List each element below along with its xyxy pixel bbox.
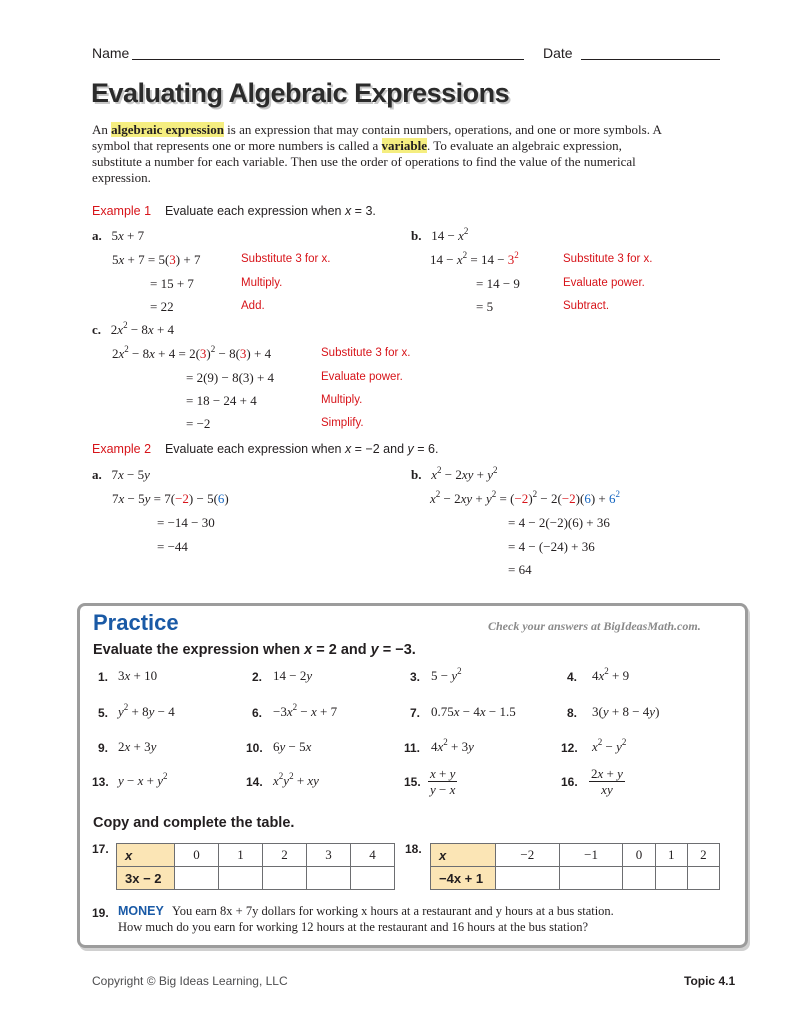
example1c-step2: = 2(9) − 8(3) + 4 bbox=[186, 370, 275, 385]
example1c-problem: c. $2x^2 - 8x + 4$ bbox=[92, 320, 175, 337]
table-row bbox=[431, 867, 720, 890]
table-heading: Copy and complete the table. bbox=[93, 815, 295, 831]
problem-number: 8. bbox=[567, 706, 578, 720]
money-keyword: MONEY bbox=[118, 904, 164, 918]
problem-number: 17. bbox=[92, 842, 109, 856]
example2a-step3: = −44 bbox=[157, 539, 188, 554]
problem-number: 1. bbox=[98, 670, 109, 684]
table-row bbox=[117, 867, 395, 890]
term-variable: variable bbox=[381, 138, 428, 153]
table-cell: −1 bbox=[559, 844, 623, 867]
example1c-step1: $2x^2 - 8x + 4 = 2(3)^2 - 8(3) + 4$ bbox=[112, 344, 272, 361]
example1c-step3: = 18 − 24 + 4 bbox=[186, 393, 257, 408]
problem-number: 11. bbox=[404, 741, 421, 755]
example1b-note3: Subtract. bbox=[563, 300, 610, 312]
table-row bbox=[117, 844, 395, 867]
problem-number: 12. bbox=[561, 741, 578, 755]
problem-15: $\frac{x + y}{y - x}$ bbox=[430, 766, 456, 797]
example1a-step3: = 22 bbox=[150, 299, 174, 314]
problem-3: $5 - y^2$ bbox=[431, 666, 462, 683]
example1a-note2: Multiply. bbox=[241, 277, 283, 289]
problem-19-line2: How much do you earn for working 12 hours at the restaurant and 16 hours at the bus station? bbox=[118, 920, 589, 934]
problem-12: $x^2 - y^2$ bbox=[592, 737, 627, 754]
answer-cell[interactable] bbox=[175, 867, 219, 890]
problem-14: $x^2y^2$ + xy bbox=[273, 771, 319, 788]
example1b-step2: = 14 − 9 bbox=[476, 276, 520, 291]
table-cell: 1 bbox=[655, 844, 687, 867]
example1b-problem: b. $14 - x^2$ bbox=[411, 226, 469, 243]
problem-11: $4x^2 + 3y$ bbox=[431, 737, 474, 754]
answer-cell[interactable] bbox=[263, 867, 307, 890]
example1a-problem: a. 5x + 7 bbox=[92, 228, 145, 243]
problem-number: 3. bbox=[410, 670, 421, 684]
problem-number: 16. bbox=[561, 775, 578, 789]
problem-number: 2. bbox=[252, 670, 263, 684]
problem-number: 10. bbox=[246, 741, 263, 755]
table-cell: −4x + 1 bbox=[431, 867, 496, 890]
answer-cell[interactable] bbox=[687, 867, 719, 890]
example1b-step3: = 5 bbox=[476, 299, 494, 314]
answer-cell[interactable] bbox=[559, 867, 623, 890]
example1c-note3: Multiply. bbox=[321, 394, 363, 406]
example1c-note4: Simplify. bbox=[321, 417, 364, 429]
example2b-step2: = 4 − 2(−2)(6) + 36 bbox=[508, 515, 610, 530]
example2b-step3: = 4 − (−24) + 36 bbox=[508, 539, 595, 554]
example2-heading: Example 2 Evaluate each expression when x = −2 and y = 6. bbox=[92, 442, 439, 456]
problem-number: 13. bbox=[92, 775, 109, 789]
example2b-step4: = 64 bbox=[508, 562, 532, 577]
term-algebraic-expression: algebraic expression bbox=[111, 122, 224, 137]
topic-label: Topic 4.1 bbox=[684, 974, 736, 988]
table-cell: 0 bbox=[175, 844, 219, 867]
page-title: Evaluating Algebraic Expressions bbox=[91, 78, 510, 108]
problem-number: 4. bbox=[567, 670, 578, 684]
problem-8: 3(y + 8 − 4y) bbox=[592, 704, 660, 719]
example2b-problem: b. $x^2 - 2xy + y^2$ bbox=[411, 465, 498, 482]
answer-cell[interactable] bbox=[496, 867, 560, 890]
practice-title: Practice bbox=[93, 610, 179, 635]
practice-instruction: Evaluate the expression when x = 2 and y = −3. bbox=[93, 642, 416, 658]
intro-paragraph: An algebraic expression is an expression that may contain numbers, operations, and one or more symbols. A symbol that represents one or more numbers is called a variable. To evaluate an algebraic expression, substitute a number for each variable. Then use the order of operations to find the value of the numerical expression. bbox=[92, 122, 662, 185]
problem-2: 14 − 2y bbox=[273, 668, 313, 683]
table-cell: 2 bbox=[263, 844, 307, 867]
problem-number: 18. bbox=[405, 842, 422, 856]
problem-number: 6. bbox=[252, 706, 263, 720]
problem-5: $y^2 + 8y - 4$ bbox=[118, 702, 175, 719]
date-line[interactable] bbox=[581, 59, 720, 60]
example1a-note3: Add. bbox=[241, 300, 265, 312]
table-17 bbox=[116, 843, 395, 890]
problem-16: $\frac{2x + y}{xy}$ bbox=[591, 766, 623, 797]
answer-cell[interactable] bbox=[623, 867, 655, 890]
name-label: Name bbox=[92, 45, 130, 61]
table-cell: −2 bbox=[496, 844, 560, 867]
example1a-note1: Substitute 3 for x. bbox=[241, 253, 331, 265]
table-cell: x bbox=[117, 844, 175, 867]
answer-cell[interactable] bbox=[307, 867, 351, 890]
problem-number: 19. bbox=[92, 906, 109, 920]
answer-cell[interactable] bbox=[351, 867, 395, 890]
answer-cell[interactable] bbox=[655, 867, 687, 890]
table-18 bbox=[430, 843, 720, 890]
problem-1: 3x + 10 bbox=[118, 668, 158, 683]
problem-number: 5. bbox=[98, 706, 109, 720]
example1-heading: Example 1 Evaluate each expression when x = 3. bbox=[92, 204, 376, 218]
copyright: Copyright © Big Ideas Learning, LLC bbox=[92, 974, 288, 988]
table-cell: x bbox=[431, 844, 496, 867]
check-answers-link[interactable]: Check your answers at BigIdeasMath.com. bbox=[488, 619, 701, 633]
example1a-step2: = 15 + 7 bbox=[150, 276, 194, 291]
table-row bbox=[431, 844, 720, 867]
example2a-problem: a. 7x − 5y bbox=[92, 467, 150, 482]
problem-13: $y - x + y^2$ bbox=[118, 771, 168, 788]
example1a-step1: 5x + 7 = 5(3) + 7 bbox=[112, 252, 201, 267]
problem-7: 0.75x − 4x − 1.5 bbox=[431, 704, 516, 719]
problem-19-line1: You earn 8x + 7y dollars for working x hours at a restaurant and y hours at a bus station. bbox=[172, 904, 614, 918]
example2b-step1: $x^2 - 2xy + y^2 = (-2)^2 - 2(-2)(6) + 6^2$ bbox=[430, 489, 621, 506]
problem-number: 15. bbox=[404, 775, 421, 789]
problem-number: 9. bbox=[98, 741, 109, 755]
example1b-note1: Substitute 3 for x. bbox=[563, 253, 653, 265]
table-cell: 4 bbox=[351, 844, 395, 867]
example1b-step1: $14 - x^2 = 14 - 3^2$ bbox=[430, 250, 519, 267]
table-cell: 1 bbox=[219, 844, 263, 867]
date-label: Date bbox=[543, 45, 573, 61]
answer-cell[interactable] bbox=[219, 867, 263, 890]
example1c-note2: Evaluate power. bbox=[321, 371, 403, 383]
example2a-step1: 7x − 5y = 7(−2) − 5(6) bbox=[112, 491, 229, 506]
example1c-step4: = −2 bbox=[186, 416, 211, 431]
problem-4: $4x^2 + 9$ bbox=[592, 666, 630, 683]
problem-6: $-3x^2 - x + 7$ bbox=[273, 702, 338, 719]
problem-number: 14. bbox=[246, 775, 263, 789]
problem-10: 6y − 5x bbox=[273, 739, 312, 754]
table-cell: 2 bbox=[687, 844, 719, 867]
table-cell: 3x − 2 bbox=[117, 867, 175, 890]
example1c-note1: Substitute 3 for x. bbox=[321, 347, 411, 359]
example1b-note2: Evaluate power. bbox=[563, 277, 645, 289]
table-cell: 0 bbox=[623, 844, 655, 867]
example2a-step2: = −14 − 30 bbox=[157, 515, 215, 530]
problem-number: 7. bbox=[410, 706, 421, 720]
table-cell: 3 bbox=[307, 844, 351, 867]
problem-9: 2x + 3y bbox=[118, 739, 157, 754]
name-line[interactable] bbox=[132, 59, 524, 60]
